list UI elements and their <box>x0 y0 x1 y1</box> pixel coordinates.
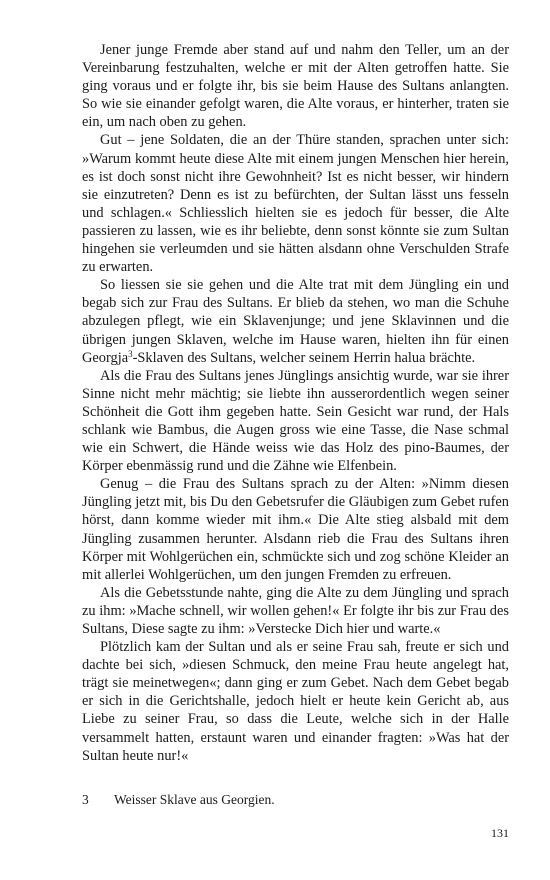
footnote-text: Weisser Sklave aus Georgien. <box>114 792 275 807</box>
page-number: 131 <box>491 826 509 840</box>
paragraph: Als die Frau des Sultans jenes Jünglings ansichtig wurde, war sie ihrer Sinne nicht mehr mächtig; sie liebte ihn ausserordentlich wegen seiner Schönheit die Gott ihm gegeben hatte. Sein Gesicht war rund, der Hals schlank wie Bambus, die Augen gross wie eine Tasse, die Nase schmal wie ein Schwert, die Hände weiss wie das Holz des pino-Baumes, der Körper ebenmässig rund und die Zähne wie Elfenbein. <box>82 367 509 475</box>
paragraph: Jener junge Fremde aber stand auf und nahm den Teller, um an der Vereinbarung festzuhalten, welche er mit der Alten getroffen hatte. Sie ging voraus und er folgte ihr, bis sie beim Hause des Sultans anlangten. So wie sie einander gefolgt waren, die Alte voraus, er hinterher, traten sie ein, um nach oben zu gehen. <box>82 42 509 131</box>
page-body <box>82 41 509 765</box>
paragraph <box>82 276 509 366</box>
paragraph-text: So liessen sie sie gehen und die Alte trat mit dem Jüngling ein und begab sich zur Frau des Sultans. Er blieb da stehen, wo man die Schuhe abzulegen pflegt, wie ein Sklavenjunge; und jene Sklavinnen und die übrigen jungen Sklaven, welche im Hause waren, hielten ihn für einen Georgja <box>82 277 509 366</box>
paragraph: Plötzlich kam der Sultan und als er seine Frau sah, freute er sich und dachte bei sich, »diesen Schmuck, den meine Frau heute angelegt hat, trägt sie meinetwegen«; dann ging er zum Gebet. Nach dem Gebet begab er sich in die Gerichtshalle, jedoch hielt er heute kein Gericht ab, aus Liebe zu seiner Frau, so dass die Leute, welche sich in der Halle versammelt hatten, erstaunt waren und einander fragten: »Was hat der Sultan heute nur!« <box>82 639 509 764</box>
paragraph: Gut – jene Soldaten, die an der Thüre standen, sprachen unter sich: »Warum kommt heute diese Alte mit einem jungen Menschen hier herein, es ist doch sonst nicht ihre Gewohnheit? Ist es nicht besser, wir hindern sie einzutreten? Denn es ist zu befürchten, der Sultan lässt uns fesseln und schlagen.« Schliesslich hielten sie es jedoch für besser, die Alte passieren zu lassen, wie es ihr beliebte, denn sonst könnte sie zum Sultan hingehen sie verleumden und sie hätten alsdann ohne Verschulden Strafe zu erwarten. <box>82 132 509 276</box>
paragraph-text: -Sklaven des Sultans, welcher seinem Herrin halua brächte. <box>132 349 476 366</box>
footnote <box>82 791 509 808</box>
footnote-number: 3 <box>82 792 89 807</box>
paragraph: Genug – die Frau des Sultans sprach zu der Alten: »Nimm diesen Jüngling jetzt mit, bis Du den Gebetsrufer die Gläubigen zum Gebet rufen hörst, dann komme wieder mit ihm.« Die Alte stieg alsbald mit dem Jüngling zusammen herunter. Alsdann rieb die Frau des Sultans ihren Körper mit Wohlgerüchen ein, schmückte sich und zog schöne Kleider an mit allerlei Wohlgerüchen, um den jungen Fremden zu erfreuen. <box>82 476 509 583</box>
paragraph: Als die Gebetsstunde nahte, ging die Alte zu dem Jüngling und sprach zu ihm: »Mache schnell, wir wollen gehen!« Er folgte ihr bis zur Frau des Sultans, Diese sagte zu ihm: »Verstecke Dich hier und warte.« <box>82 584 509 637</box>
footnote-reference[interactable]: 3 <box>128 348 133 359</box>
